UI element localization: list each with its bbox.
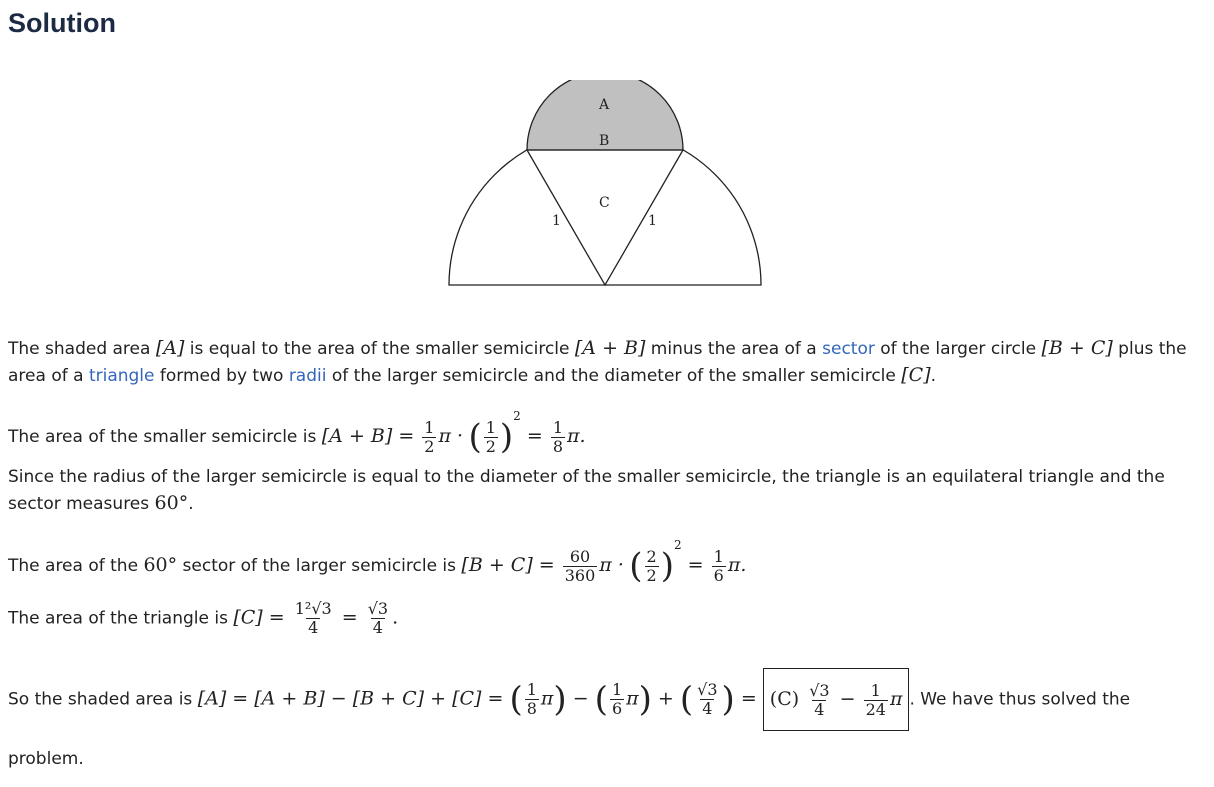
math: [A + B] = [321,425,421,447]
answer-box [763,668,910,731]
exponent: 2 [513,409,521,423]
math-60-degrees: 60° [154,492,189,514]
equilateral-paragraph [8,464,1203,517]
text: Since the radius of the larger semicircle is equal to the diameter of the smaller semicircle, the triangle is an equilateral triangle and the sector measures [8,467,1165,514]
equals: = [681,554,710,576]
fraction: $\frac{1}{24}$ [865,680,886,719]
paren: ) [553,679,567,720]
paren: ) [660,546,674,586]
text: So the shaded area is [8,689,198,710]
fraction: $\frac{√3}{4}$ [697,680,718,718]
triangle-area [8,600,1203,637]
answer-choice: (C) [769,688,806,710]
fraction: $\frac{1}{2}$ [424,417,435,456]
fraction: $\frac{1}{6}$ [713,546,724,585]
label-a: A [599,97,610,113]
fraction: $\frac{1}{2}$ [485,417,496,456]
minus: − [833,688,862,710]
text: The area of the [8,556,144,576]
period: . [392,606,399,629]
paren: ( [468,417,482,457]
equals: = [734,687,763,710]
fraction: $\frac{√3}{4}$ [809,680,830,719]
solution-heading: Solution [8,8,116,38]
triangle-link[interactable]: triangle [88,366,155,386]
math: [B + C] = [461,554,561,576]
semicircle-figure [440,80,780,295]
label-b: B [599,133,610,149]
text: is equal to the area of the smaller semicircle [184,339,575,359]
math-60-degrees: 60° [143,554,178,576]
text: sector of the larger semicircle is [177,556,462,576]
sector-link[interactable]: sector [822,339,875,359]
fraction: $\frac{2}{2}$ [646,546,657,585]
math-c: [C] [901,364,931,386]
radii-link[interactable]: radii [288,366,327,386]
fraction: $\frac{1}{8}$ [552,417,563,456]
math: [A] = [A + B] − [B + C] + [C] = [197,687,510,710]
pi: π. [727,554,747,576]
text: formed by two [154,366,289,386]
minus: − [566,687,595,710]
fraction: $\frac{√3}{4}$ [367,599,389,637]
equals: = [335,606,364,629]
math-a: [A] [155,337,185,359]
text: The shaded area [8,339,156,359]
label-right-radius: 1 [648,213,657,229]
exponent: 2 [674,538,682,552]
fraction: $\frac{1}{8}$ [526,680,537,718]
text: of the larger semicircle and the diameter of the smaller semicircle [326,366,902,386]
text: The area of the triangle is [8,608,234,629]
text: plus the area of a [8,339,1187,386]
text: minus the area of a [645,339,823,359]
text: . We have thus solved the problem. [8,689,1131,769]
paren: ( [594,679,608,720]
explanation-paragraph [8,335,1203,389]
paren: ) [721,679,735,720]
paren: ) [499,417,514,457]
fraction: $\frac{1}{6}$ [611,680,623,718]
paren: ) [638,679,652,720]
small-semicircle-area [8,403,1203,456]
sector-area [8,532,1203,585]
math: [C] = [233,606,291,629]
pi: π. [567,425,586,447]
paren: ( [679,679,694,720]
pi: π [889,688,903,710]
text: of the larger circle [874,339,1042,359]
paren: ( [629,546,643,586]
math-b-plus-c: [B + C] [1041,337,1113,359]
math-a-plus-b: [A + B] [574,337,646,359]
pi: π [540,687,554,710]
equilateral-triangle [527,150,683,285]
equals: = [520,425,549,447]
text: The area of the smaller semicircle is [8,427,322,447]
paren: ( [509,679,523,720]
plus: + [651,687,680,710]
pi: π · [438,425,464,447]
text: . [930,366,937,386]
text: . [188,494,194,514]
label-left-radius: 1 [552,213,561,229]
label-c: C [599,195,610,211]
fraction: $\frac{60}{360}$ [564,546,596,585]
pi: π [626,687,639,710]
pi: π · [599,554,624,576]
final-answer [8,668,1203,787]
fraction: $\frac{\text{1²√3}}{4}$ [294,599,332,637]
